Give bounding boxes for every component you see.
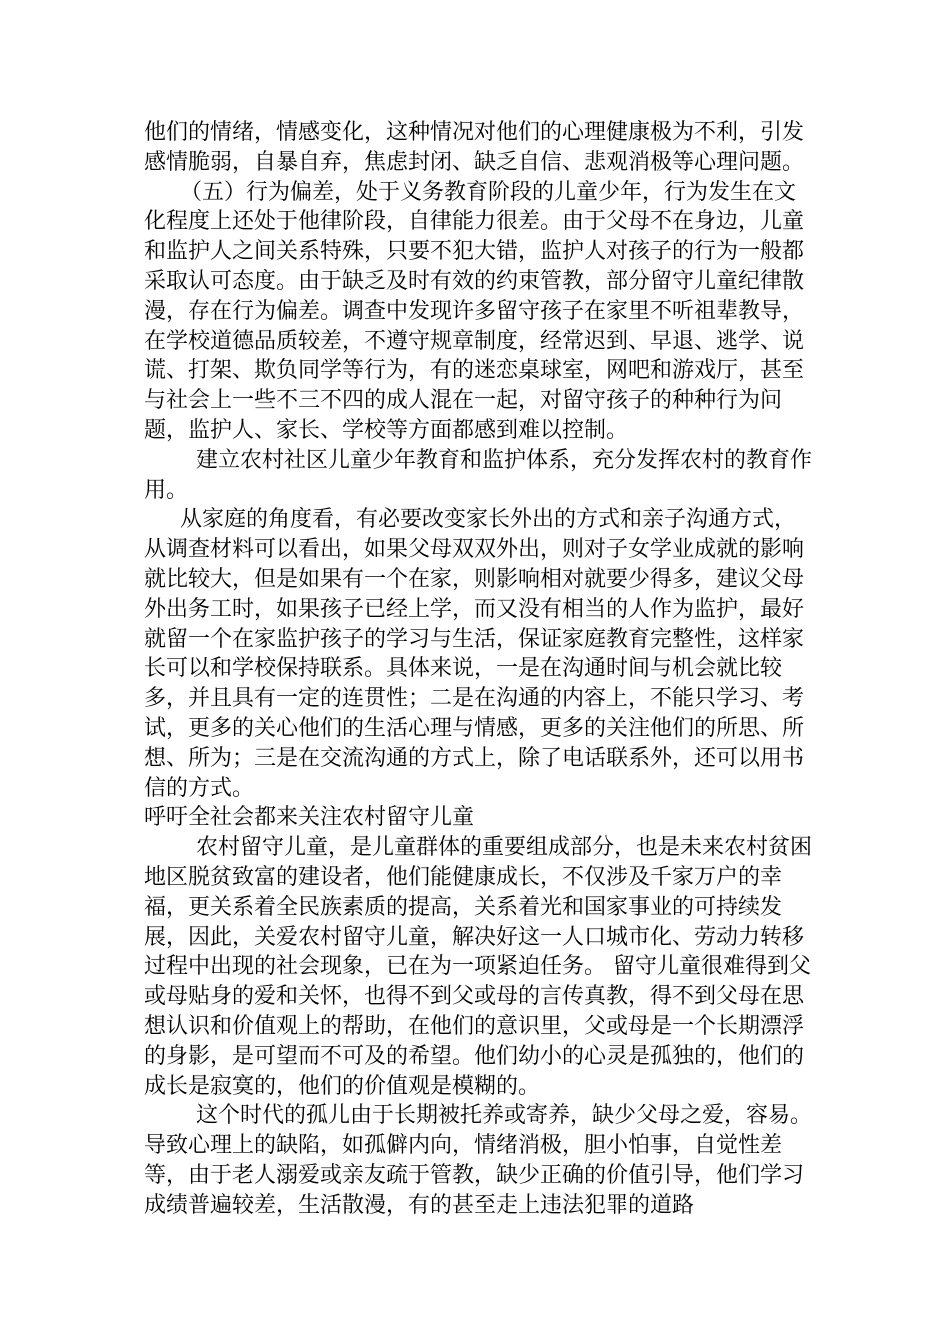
paragraph-behavior-deviation: （五）行为偏差，处于义务教育阶段的儿童少年，行为发生在文化程度上还处于他律阶段，自律能力很差。由于父母不在身边，儿童和监护人之间关系特殊，只要不犯大错，监护人对孩子的行为一般都采取认可态度。由于缺乏及时有效的约束管教，部分留守儿童纪律散漫，存在行为偏差。调查中发现许多留守孩子在家里不听祖辈教导，在学校道德品质较差，不遵守规章制度，经常迟到、早退、逃学、说谎、打架、欺负同学等行为，有的迷恋桌球室，网吧和游戏厅，甚至与社会上一些不三不四的成人混在一起，对留守孩子的种种行为问题，监护人、家长、学校等方面都感到难以控制。: [144, 179, 805, 443]
document-body: [144, 118, 816, 1220]
section-heading-appeal: 呼吁全社会都来关注农村留守儿童: [144, 805, 475, 831]
paragraph-orphans-of-era: 这个时代的孤儿由于长期被托养或寄养，缺少父母之爱，容易。导致心理上的缺陷，如孤僻内向，情绪消极，胆小怕事，自觉性差等，由于老人溺爱或亲友疏于管教，缺少正确的价值引导，他们学习成绩普遍较差，生活散漫，有的甚至走上违法犯罪的道路: [144, 1103, 813, 1218]
paragraph-family-perspective: 从家庭的角度看，有必要改变家长外出的方式和亲子沟通方式，从调查材料可以看出，如果父母双双外出，则对子女学业成就的影响就比较大，但是如果有一个在家，则影响相对就要少得多，建议父母外出务工时，如果孩子已经上学，而又没有相当的人作为监护，最好就留一个在家监护孩子的学习与生活，保证家庭教育完整性，这样家长可以和学校保持联系。具体来说，一是在沟通时间与机会就比较多，并且具有一定的连贯性；二是在沟通的内容上，不能只学习、考试，更多的关心他们的生活心理与情感，更多的关注他们的所思、所想、所为；三是在交流沟通的方式上，除了电话联系外，还可以用书信的方式。: [144, 507, 805, 801]
paragraph-emotional-issues: 他们的情绪，情感变化，这种情况对他们的心理健康极为不利，引发感情脆弱，自暴自弃，焦虑封闭、缺乏自信、悲观消极等心理问题。: [144, 120, 805, 175]
paragraph-community-system: 建立农村社区儿童少年教育和监护体系，充分发挥农村的教育作用。: [144, 447, 813, 503]
paragraph-left-behind-children: 农村留守儿童，是儿童群体的重要组成部分，也是未来农村贫困地区脱贫致富的建设者，他们能健康成长，不仅涉及千家万户的幸福，更关系着全民族素质的提高，关系着光和国家事业的可持续发展，因此，关爱农村留守儿童，解决好这一人口城市化、劳动力转移过程中出现的社会现象，已在为一项紧迫任务。 留守儿童很难得到父或母贴身的爱和关怀，也得不到父或母的言传真教，得不到父母在思想认识和价值观上的帮助，在他们的意识里，父或母是一个长期漂浮的身影，是可望而不可及的希望。他们幼小的心灵是孤独的，他们的成长是寂寞的，他们的价值观是模糊的。: [144, 835, 813, 1099]
